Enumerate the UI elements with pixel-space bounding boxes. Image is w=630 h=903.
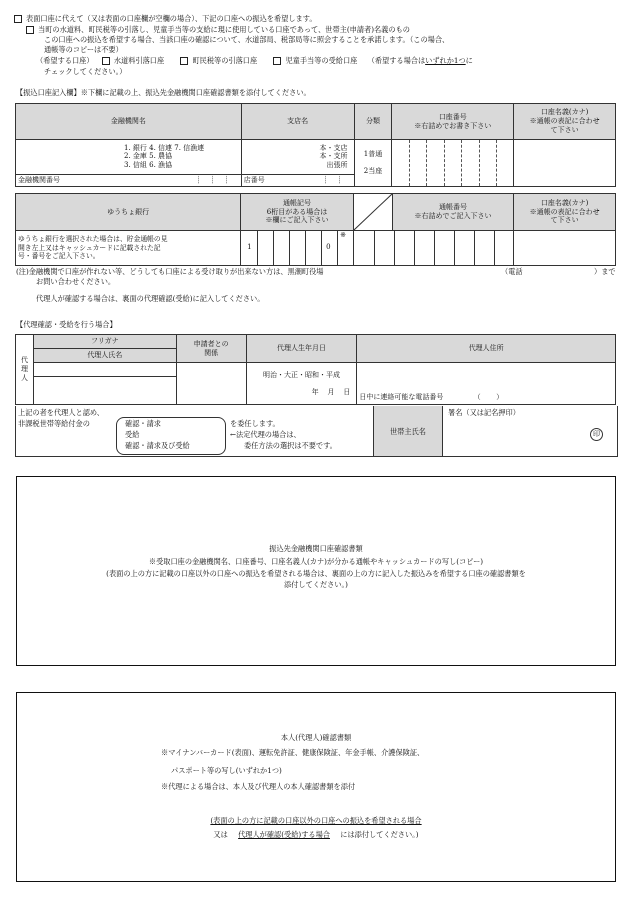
- furigana-field[interactable]: [33, 363, 176, 377]
- option-existing-account: 当町の水道料、町民税等の引落し、児童手当等の支給に現に使用している口座であって、世帯主(申請者)名義のもの: [26, 25, 410, 34]
- holder-name-field[interactable]: [514, 140, 616, 187]
- furikomi-heading: 【振込口座記入欄】※下欄に記載の上、振込先金融機関口座確認書類を添付してください。: [16, 88, 311, 97]
- header-passbook-no: 通帳番号 ※右詰めでご記入下さい: [392, 194, 514, 231]
- id-document-box: [16, 692, 616, 882]
- birthdate-field[interactable]: 明治・大正・昭和・平成 年 月 日: [246, 363, 357, 405]
- header-holder: 口座名義(カナ) ※通帳の表記に合わせ て下さい: [514, 104, 616, 140]
- header-yucho-holder: 口座名義(カナ) ※通帳の表記に合わせ て下さい: [514, 194, 616, 231]
- header-type: 分類: [354, 104, 392, 140]
- consent-row: 上記の者を代理人と認め、 非課税世帯等給付金の 確認・請求 受給 確認・請求及び受給 を委任します。 ←法定代理の場合は、 委任方法の選択は不要です。 世帯主氏名 署名（又は記名押印） 印: [15, 406, 618, 457]
- header-furigana: フリガナ: [33, 335, 176, 349]
- consent-text-2: 通帳等のコピーは不要）: [44, 45, 123, 54]
- head-of-household-label: 世帯主氏名: [373, 406, 443, 456]
- address-field[interactable]: 日中に連絡可能な電話番号 （ ）: [357, 363, 616, 405]
- id-document-title: 本人(代理人)確認書類: [280, 733, 352, 742]
- bank-document-title: 振込先金融機関口座確認書類: [269, 544, 363, 553]
- relation-field[interactable]: [176, 363, 246, 405]
- bank-code-field[interactable]: 金融機関番号 ┊┊┊: [16, 174, 242, 186]
- bank-account-table: [15, 103, 616, 187]
- passbook-number-field[interactable]: [353, 231, 514, 266]
- branch-code-field[interactable]: 店番号 ┊┊: [241, 174, 354, 186]
- proxy-name-field[interactable]: [33, 377, 176, 405]
- checkbox[interactable]: [26, 26, 34, 34]
- checkbox[interactable]: [14, 15, 22, 23]
- proxy-table: [15, 334, 616, 405]
- diagonal-cell: [353, 194, 392, 231]
- account-type-options[interactable]: 1普通 2当座: [354, 140, 392, 187]
- check-instruction: チェックしてください。）: [44, 67, 127, 76]
- checkbox-tax[interactable]: [180, 57, 188, 65]
- header-relation: 申請者との 関係: [176, 335, 246, 363]
- bank-document-line1: ※受取口座の金融機関名、口座番号、口座名義人(カナ)が分かる通帳やキャッシュカードの写し(コピー): [148, 557, 484, 566]
- passbook-symbol-field[interactable]: 1 0 ※: [241, 231, 354, 266]
- header-account-no: 口座番号 ※右詰めでお書き下さい: [392, 104, 514, 140]
- desired-account-row: （希望する口座） 水道料引落口座 町民税等の引落口座 児童手当等の受給口座 （希望する場合はいずれか1つに: [36, 56, 473, 65]
- header-passbook-symbol: 通帳記号 6桁目がある場合は ※欄にご記入下さい: [241, 194, 354, 231]
- header-bank-name: 金融機関名: [16, 104, 242, 140]
- bank-document-box: [16, 476, 616, 666]
- yucho-description: ゆうちょ銀行を選択された場合は、貯金通帳の見 開き左上又はキャッシュカードに記載された記 号・番号をご記入下さい。: [16, 231, 241, 266]
- bank-type-options[interactable]: 1. 銀行 4. 信連 7. 信漁連 2. 金庫 5. 農協 3. 信組 6. 漁協: [16, 140, 242, 175]
- header-proxy-name: 代理人氏名: [33, 349, 176, 363]
- id-document-line3: ※代理による場合は、本人及び代理人の本人確認書類を添付: [161, 782, 356, 791]
- note-contact: お問い合わせください。: [36, 277, 116, 286]
- proxy-side-label: 代 理 人: [16, 335, 34, 405]
- id-document-line5: 又は 代理人が確認(受給)する場合 には添付してください。): [213, 830, 419, 839]
- option-surface-alt: 表面口座に代えて（又は表面の口座欄が空欄の場合）、下記の口座への振込を希望します。: [14, 14, 317, 23]
- header-branch: 支店名: [241, 104, 354, 140]
- account-number-field[interactable]: [392, 140, 514, 187]
- note-proxy: 代理人が確認する場合は、裏面の代理確認(受給)に記入してください。: [36, 294, 265, 303]
- note-no-account: (注)金融機関で口座が作れない等、どうしても口座による受け取りが出来ない方は、黒潮町役場 （電話 ）まで: [16, 267, 616, 276]
- yucho-table: [15, 193, 616, 266]
- id-document-line4: (表面の上の方に記載の口座以外の口座への振込を希望される場合: [210, 816, 422, 825]
- signature-field[interactable]: 署名（又は記名押印） 印: [442, 406, 616, 456]
- consent-text: この口座への振込を希望する場合、当該口座の確認について、水道部局、税部局等に照会することを承諾します。（この場合、: [44, 35, 450, 44]
- bank-document-line2: (表面の上の方に記載の口座以外の口座への振込を希望される場合は、裏面の上の方に記入した振込みを希望する口座の確認書類を: [106, 569, 526, 578]
- branch-type-options[interactable]: 本・支店 本・支所 出張所: [241, 140, 354, 175]
- id-document-line2: パスポート等の写し(いずれか1つ): [171, 766, 282, 775]
- proxy-heading: 【代理確認・受給を行う場合】: [16, 320, 117, 329]
- yucho-holder-field[interactable]: [514, 231, 616, 266]
- id-document-line1: ※マイナンバーカード(表面)、運転免許証、健康保険証、年金手帳、介護保険証、: [161, 748, 425, 757]
- header-birthdate: 代理人生年月日: [246, 335, 357, 363]
- bank-document-line3: 添付してください。): [284, 580, 348, 589]
- checkbox-water[interactable]: [102, 57, 110, 65]
- yucho-name: ゆうちょ銀行: [16, 194, 241, 231]
- checkbox-child[interactable]: [273, 57, 281, 65]
- delegation-options[interactable]: 確認・請求 受給 確認・請求及び受給: [116, 417, 226, 455]
- seal-mark: 印: [590, 428, 603, 441]
- header-address: 代理人住所: [357, 335, 616, 363]
